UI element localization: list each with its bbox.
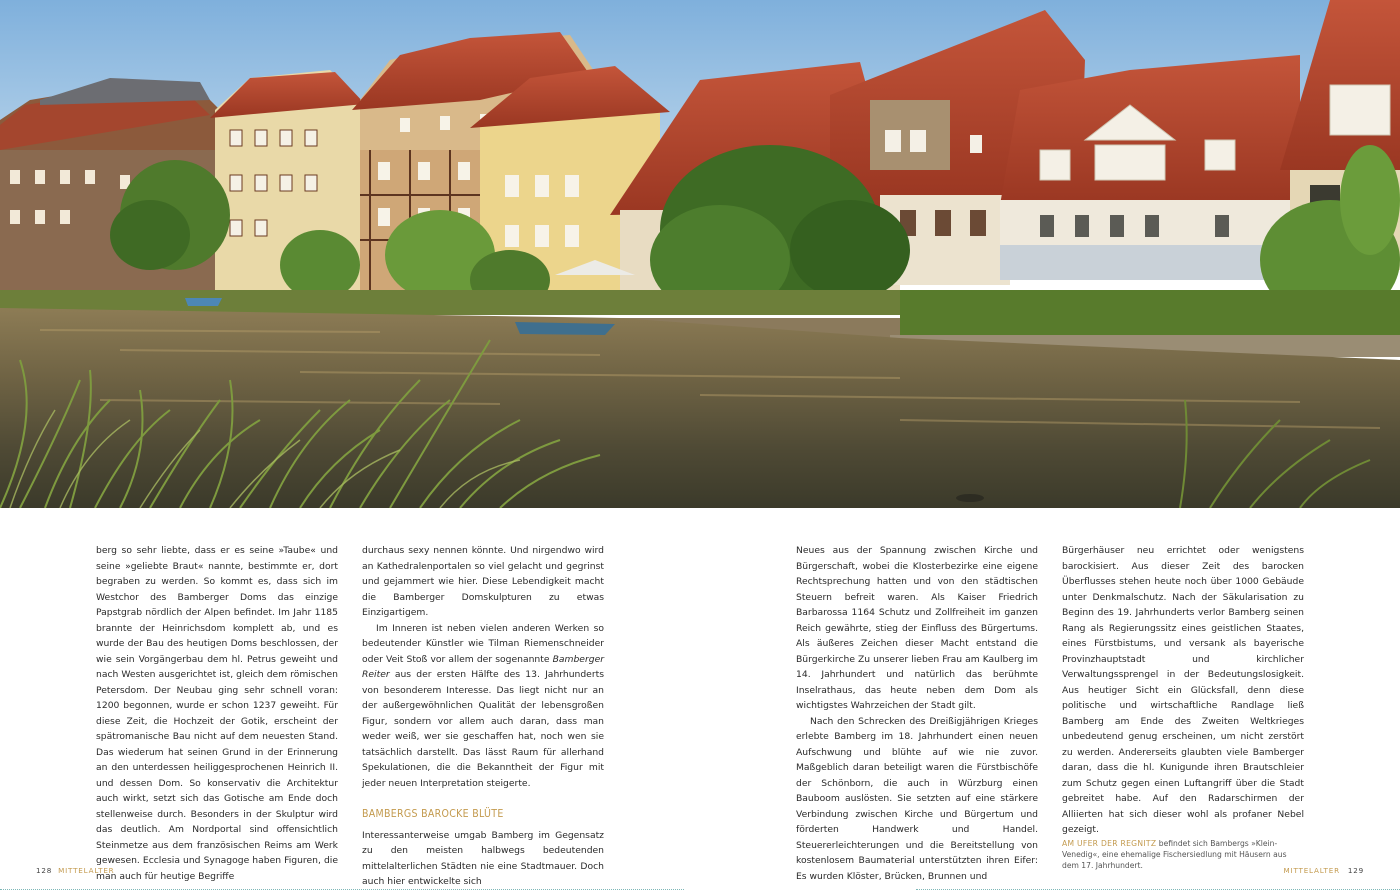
section-heading: BAMBERGS BAROCKE BLÜTE — [362, 808, 504, 820]
body-paragraph: durchaus sexy nennen könnte. Und nirgendwo wird an Kathedralenportalen so viel gelacht und gegrinst und gejammert wie hier. Diese Lebendigkeit macht die Bamberger Domskulpturen zu etwas Einzigartigem. — [362, 545, 604, 618]
body-paragraph: Neues aus der Spannung zwischen Kirche und Bürgerschaft, wobei die Klosterbezirke eine eigene Rechtsprechung hatten und von den städtischen Steuern befreit waren. Als Kaiser Friedrich Barbarossa 1164 Schutz und Zollfreiheit im ganzen Reich gewährte, stieg der Einfluss des Bürgertums. Als äußeres Zeichen dieser Macht entstand die Bürgerkirche Zu unserer lieben Frau am Kaulberg im 14. Jahrhundert und natürlich das berühmte Inselrathaus, das heute neben dem Dom als wichtigstes Wahrzeichen der Stadt gilt. — [796, 545, 1038, 711]
emphasis-text: Bamberger Reiter — [362, 653, 604, 680]
text-column-2 — [362, 543, 604, 890]
footer-right — [1284, 866, 1364, 875]
text-column-3 — [796, 543, 1038, 884]
body-paragraph: berg so sehr liebte, dass er es seine »Taube« und seine »geliebte Braut« nannte, bestimmte er, dort begraben zu werden. So kommt es, dass sich im Westchor des Bamberger Doms das einzige Papstgrab nördlich der Alpen befindet. Im Jahr 1185 brannte der Heinrichsdom komplett ab, und es wurde der Bau des heutigen Doms beschlossen, der wie sein Vorgängerbau dem hl. Petrus geweiht und nach Westen ausgerichtet ist, gleich dem römischen Petersdom. Der Neubau ging sehr schnell voran: 1200 begonnen, wurde er schon 1237 geweiht. Für diese Zeit, die Hochzeit der Gotik, erscheint der spätromanische Bau nicht auf dem neuesten Stand. Das wiederum hat seinen Grund in der Erinnerung an den unterdessen heiliggesprochenen Heinrich II. und dessen Dom. So konservativ die Architektur auch wirkt, setzt sich das Gotische am Ende doch stellenweise durch. Besonders in der Skulptur wird das deutlich. Am Nordportal sind offensichtlich Steinmetze aus dem französischen Reims am Werk gewesen. Ecclesia und Synagoge haben Figuren, die man auch für heutige Begriffe — [96, 545, 338, 882]
page-number: 128 — [36, 866, 53, 875]
photo-caption — [1062, 838, 1304, 872]
body-paragraph: Interessanterweise umgab Bamberg im Gegensatz zu den meisten halbwegs bedeutenden mittelalterlichen Städten nie eine Stadtmauer. Doch auch hier entwickelte sich — [362, 829, 604, 887]
footer-rule — [916, 889, 1400, 890]
text-column-4 — [1062, 543, 1304, 871]
running-section-title: MITTELALTER — [1283, 866, 1340, 875]
caption-text: befindet sich Bambergs »Klein-Venedig«, eine ehemalige Fischersiedlung mit Häusern aus dem 17. Jahrhundert. — [1062, 838, 1287, 870]
text-run: aus der ersten Hälfte des 13. Jahrhunderts von besonderem Interesse. Das liegt nicht nur an der außergewöhnlichen Qualität der lebensgroßen Figur, sondern vor allem auch daran, dass man weder weiß, wer sie geschaffen hat, noch wen sie tatsächlich darstellt. Das lässt Raum für allerhand Spekulationen, die die Bekanntheit der Figur mit jeder neuen Interpretation steigerte. — [362, 669, 604, 789]
body-paragraph — [362, 621, 604, 792]
body-paragraph: Nach den Schrecken des Dreißigjährigen Krieges erlebte Bamberg im 18. Jahrhundert einen neuen Aufschwung und blühte auf wie nie zuvor. Maßgeblich daran beteiligt waren die Fürstbischöfe der Schönborn, die auch in Würzburg einen Bauboom auslösten. Sie setzten auf eine stärkere Verbindung zwischen Kirche und Bürgertum und förderten Handwerk und Handel. Steuererleichterungen und die Bereitstellung von kostenlosem Baumaterial unterstützten ihren Eifer: Es wurden Klöster, Brücken, Brunnen und — [796, 715, 1038, 882]
body-paragraph: Bürgerhäuser neu errichtet oder wenigstens barockisiert. Aus dieser Zeit des barocken Überflusses stehen heute noch über 1000 Gebäude unter Denkmalschutz. Nach der Säkularisation zu Beginn des 19. Jahrhunderts verlor Bamberg seinen Rang als Regierungssitz eines geistlichen Staates, eines Fürstbistums, und versank als bayerische Provinzhauptstadt und kirchlicher Verwaltungssprengel in der Bedeutungslosigkeit. Aus heutiger Sicht ein Glücksfall, denn diese politische und wirtschaftliche Randlage ließ Bamberg am Ende des Zweiten Weltkrieges unbedeutend genug erscheinen, um nicht zerstört zu werden. Andererseits glaubten viele Bamberger daran, dass die hl. Kunigunde ihren Brautschleier zum Schutz gegen einen Luftangriff über die Stadt gebreitet habe. Auf den Radarschirmen der Alliierten hat sich dieser wohl als profaner Nebel gezeigt. — [1062, 545, 1304, 835]
footer-rule — [0, 889, 684, 890]
page-number: 129 — [1347, 866, 1364, 875]
caption-label: AM UFER DER REGNITZ — [1062, 838, 1157, 848]
footer-left — [36, 866, 114, 875]
running-section-title: MITTELALTER — [58, 866, 115, 875]
text-column-1 — [96, 543, 338, 884]
text-run: Im Inneren ist neben vielen anderen Werken so bedeutender Künstler wie Tilman Riemenschneider oder Veit Stoß vor allem der sogenannte — [362, 622, 604, 665]
